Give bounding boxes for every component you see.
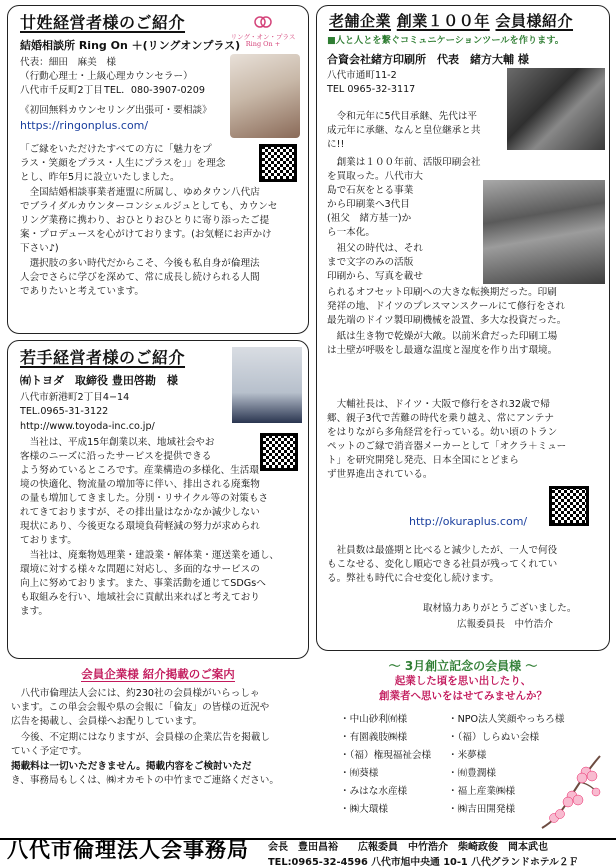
anniversary-members xyxy=(316,656,610,834)
section1-note: 《初回無料カウンセリング出張可・要相談》 xyxy=(20,105,212,116)
member-intro-panel-women: 廿姓経営者様のご紹介 リング・オン・プラス Ring On + 結婚相談所 Ring On ＋(リングオンプラス) 代表：細田 麻美 様 （行動心理士・上級心理カウンセラー） 八代市千反町2丁目 TEL．080-3907-0209 《初回無料カウンセリング出張可・要相談》 https://ringonplus.com/ 「ご縁をいただけたすべての方に「魅力をプ ラス・笑顔をプラス・人生にプラスを」」を理念 とし、昨年5月に設立いたしました。 全国結婚相談事業者連盟に所属し、ゆめタウン八代店 でブライダルカウンターコンシェルジュとしても、カウンセ リング業務に携わり、おひとりおひとりに寄り添ったご提 案・プロデュースを心がけております。(お気軽にお声かけ 下さい♪) 選択肢の多い時代だからこそ、今後も私自身が倫理法 人会でさらに学びを深めて、常に成長し続けられる人間 でありたいと考えています。 xyxy=(7,5,309,334)
list-item: ・㈲豊潤様 xyxy=(448,768,496,779)
footer-title: 八代市倫理法人会事務局 xyxy=(7,838,249,862)
section3-reporter: 広報委員長 中竹浩介 xyxy=(457,619,553,630)
info-line: 今後、不定期にはなりますが、会員様の企業広告を掲載し xyxy=(11,732,271,743)
section3-tagline: ■人と人とを繋ぐコミュニケーションツールを作ります。 xyxy=(327,35,564,46)
info-line: ていく予定です。 xyxy=(11,746,87,757)
info-line-free: 掲載料は一切いただきません。掲載内容をご検討いただ xyxy=(11,761,252,772)
section3-tel: TEL 0965-32-3117 xyxy=(327,84,416,95)
man-photo xyxy=(232,347,302,423)
list-item: ・（福）しらぬい会様 xyxy=(448,732,540,743)
qr-code-icon xyxy=(259,144,297,182)
section2-address: 八代市新港町2丁目4−14 xyxy=(20,392,130,403)
qr-code-icon xyxy=(549,486,589,526)
list-item: ・（福）権現福祉会様 xyxy=(340,750,432,761)
section3-company: 合資会社緒方印刷所 代表 緒方大輔 様 xyxy=(327,53,529,66)
list-item: ・みはな水産様 xyxy=(340,786,408,797)
ringon-logo: リング・オン・プラス Ring On + xyxy=(224,13,302,49)
section2-tel: TEL.0965-31-3122 xyxy=(20,406,109,417)
section3-url-link[interactable]: http://okuraplus.com/ xyxy=(409,515,528,528)
section1-company: 結婚相談所 Ring On ＋(リングオンプラス) xyxy=(20,39,241,52)
info-line: います。この単会会報や県の会報に「倫友」の皆様の近況や xyxy=(11,702,270,713)
section3-title: 老舗企業 創業１００年 会員様紹介 xyxy=(329,12,574,30)
printing-machine-photo xyxy=(483,180,605,284)
info-line: 八代市倫理法人会には、約230社の会員様がいらっしゃ xyxy=(11,688,260,699)
printing-type-photo xyxy=(507,68,605,150)
woman-photo xyxy=(230,54,300,138)
anniversary-sub2: 創業者へ思いをはせてみませんか？ xyxy=(379,690,547,702)
anniversary-title: ～ 3月創立記念の会員様 ～ xyxy=(388,659,538,673)
section1-rep: 代表：細田 麻美 様 xyxy=(20,57,116,68)
footer-names: 会長 豊田昌裕 広報委員 中竹浩介 柴崎政俊 岡本武也 xyxy=(268,842,548,853)
qr-code-icon xyxy=(260,433,298,471)
cherry-blossom-icon xyxy=(536,752,606,830)
member-intro-panel-oldest: 老舗企業 創業１００年 会員様紹介 ■人と人とを繋ぐコミュニケーションツールを作ります。 合資会社緒方印刷所 代表 緒方大輔 様 八代市通町11-2 TEL 0965-32-3117 令和元年に5代目承継、先代は平 成元年に承継、なんと皇位継承と共 に!! 創業は１００年前、活版印刷会社 を買取った。八代市大 島で石灰をとる事業 から印刷業へ3代目 (祖父 緒方基一)か ら一本化。 祖父の時代は、それ まで文字のみの活版 印刷から、写真を載せ られるオフセット印刷への大きな転換期だった。印刷 発祥の地、ドイツのプレスマンスクールにて修行をされ 最先端のドイツ製印刷機械を設置、多大な投資だった。 紙は生き物で乾燥が大敵。以前米倉だった印刷工場 は土壁が呼吸をし最適な温度と湿度を作り出す環境。 大輔社長は、ドイツ・大阪で修行をされ32歳で帰 郷、親子3代で苦難の時代を乗り越え、常にアンテナ をはりながら多角経営を行っている。幼い頃のトラン ペットのご縁で消音器メーカーとして「オクラ＋ミュー ト」を研究開発し発売、日本全国にとどまら ず世界進出されている。 http://okuraplus.com/ 社員数は最盛期と比べると減少したが、一人で何役 もこなせる、変化し順応できる社員が残ってくれてい る。弊社も時代に合せ変化し続けます。 取材協力ありがとうございました。 広報委員長 中竹浩介 xyxy=(316,5,610,651)
section2-title: 若手経営者様のご紹介 xyxy=(20,348,186,367)
list-item: ・㈲葵様 xyxy=(340,768,379,779)
ring-logo-icon xyxy=(253,13,273,29)
section2-company: ㈲トヨダ 取締役 豊田啓勘 様 xyxy=(20,374,178,387)
list-item: ・米夢様 xyxy=(448,750,487,761)
footer-address: TEL:0965-32-4596 八代市旭中央通 10-1 八代グランドホテル２Ｆ xyxy=(268,857,579,868)
section1-address: 八代市千反町2丁目 xyxy=(20,85,103,96)
list-item: ・㈱吉田開発様 xyxy=(448,804,516,815)
info-line: き、事務局もしくは、㈱オカモトの中竹までご連絡ください。 xyxy=(11,775,279,786)
info-title: 会員企業様 紹介掲載のご案内 xyxy=(81,667,235,681)
section3-thanks: 取材協力ありがとうございました。 xyxy=(423,603,577,614)
anniversary-sub1: 起業した頃を思い出したり、 xyxy=(394,675,532,687)
section1-rep-title: （行動心理士・上級心理カウンセラー） xyxy=(20,71,193,82)
info-line: 広告を掲載し、会員様へお配りしています。 xyxy=(11,716,203,727)
list-item: ・有園義肢㈱様 xyxy=(340,732,408,743)
member-intro-panel-young: 若手経営者様のご紹介 ㈲トヨダ 取締役 豊田啓勘 様 八代市新港町2丁目4−14 TEL.0965-31-3122 http://www.toyoda-inc.co.jp/ 当社は、平成15年創業以来、地域社会やお 客様のニーズに沿ったサービスを提供できる よう努めているところです。産業構造の多様化、生活環 境の快適化、物流量の増加等に伴い、排出される廃棄物 の量も増加してきました。分別・リサイクル等の対策もさ れてきておりますが、その排出量はなかなか減少しない 現状にあり、今後更なる環境負荷軽減の努力が求められ ております。 当社は、廃棄物処理業・建設業・解体業・運送業を通し、 環境に対する様々な問題に対応し、多面的なサービスの 向上に努めております。また、事業活動を通じてSDGsへ も取組みを行い、地域社会に貢献出来ればと考えており ます。 xyxy=(7,340,309,659)
section1-url-link[interactable]: https://ringonplus.com/ xyxy=(20,119,149,132)
list-item: ・福上産業㈱様 xyxy=(448,786,516,797)
section1-tel: TEL．080-3907-0209 xyxy=(104,85,205,96)
list-item: ・中山砂利㈲様 xyxy=(340,714,408,725)
footer xyxy=(0,838,616,868)
section2-url-link[interactable]: http://www.toyoda-inc.co.jp/ xyxy=(20,421,155,432)
listing-info xyxy=(7,664,309,834)
section1-title: 廿姓経営者様のご紹介 xyxy=(20,13,186,32)
list-item: ・NPO法人笑顔やっちろ様 xyxy=(448,714,565,725)
section3-address: 八代市通町11-2 xyxy=(327,70,397,81)
list-item: ・㈱大環様 xyxy=(340,804,388,815)
